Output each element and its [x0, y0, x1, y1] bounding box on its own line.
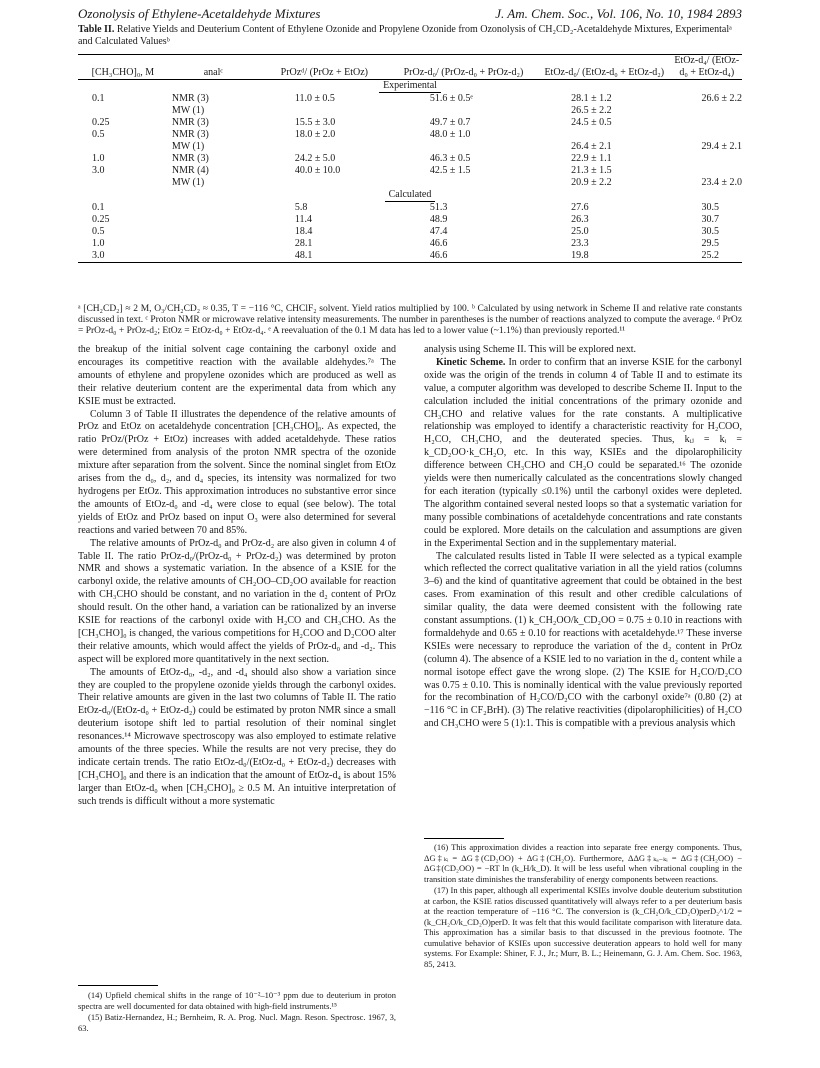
table-cell: 48.0 ± 1.0	[429, 129, 471, 140]
table-row	[78, 117, 742, 129]
table-cell: 0.1	[92, 202, 105, 213]
table-caption-text: Relative Yields and Deuterium Content of Ethylene Ozonide and Propylene Ozonide from Ozonolysis of CH₂CD₂-Acetaldehyde Mixtures, Experimentalᵃ and Calculated Valuesᵇ	[78, 24, 732, 47]
table-cell: MW (1)	[171, 177, 205, 188]
journal-citation: J. Am. Chem. Soc., Vol. 106, No. 10, 1984 2893	[495, 6, 742, 21]
table-cell: 47.4	[429, 226, 448, 237]
table-cell: 30.7	[701, 214, 719, 225]
table-cell	[672, 117, 743, 129]
table-cell	[168, 202, 259, 214]
table-cell	[537, 129, 671, 141]
table-cell: 21.3 ± 1.5	[571, 165, 612, 176]
table-cell: 22.9 ± 1.1	[571, 153, 612, 164]
table-cell: 29.4 ± 2.1	[701, 141, 742, 152]
paragraph-text: In order to confirm that an inverse KSIE for the carbonyl oxide was the origin of the trends in column 4 of Table II and to estimate its value, a computer algorithm was developed to describe Scheme II. Input to the calculation included the initial concentrations of the primary ozonide and CH₃CHO and relative values for the rate constants. A multiplicative relationship was employed to identify a characteristic reactivity for H₂COO, H₂CO, CH₃CHO, and the deuterated species. Thus, kᵢⱼ = kᵢ = k_CD₂OO·k_CH₂O, etc. In this way, KSIEs and the dipolarophilicity difference between CH₃CHO and CH₂O could be separated.¹⁶ The ozonide yields were then numerically calculated as the concentrations slowly changed for each iteration (typically ≤0.1%) until the carbonyl oxides were depleted. The algorithm contained several nested loops so that a systematic variation for many possible combinations of acetaldehyde concentrations and rate constants could be explored. More details on the calculation and assumptions are given in the Experimental Section and in the supplementary material.	[424, 356, 742, 549]
table-row	[78, 165, 742, 177]
table-cell	[672, 165, 743, 177]
table-cell	[672, 129, 743, 141]
right-column	[424, 344, 742, 731]
table-cell: 25.2	[672, 250, 743, 263]
table-cell: 26.5 ± 2.2	[571, 105, 612, 116]
experimental-section	[78, 80, 742, 190]
table-cell: 3.0	[78, 250, 168, 263]
table-cell	[259, 141, 390, 153]
table-cell: 11.0 ± 0.5	[294, 93, 335, 104]
col-header-proz-d0: PrOz-d₀/ (PrOz-d₀ + PrOz-d₂)	[390, 55, 537, 80]
table-cell: 48.9	[429, 214, 448, 225]
table-cell: 42.5 ± 1.5	[429, 165, 471, 176]
table-cell: 26.6 ± 2.2	[701, 93, 742, 104]
table-cell: 3.0	[92, 165, 105, 176]
paragraph: the breakup of the initial solvent cage containing the carbonyl oxide and encourages its competitive reaction with the available aldehydes.⁷ᵃ The amounts of ethylene and propylene ozonides which are produced as well as their relative deuterium content are the experimental data from which any KSIE must be extracted.	[78, 344, 396, 407]
left-column	[78, 344, 396, 809]
section-label-calculated: Calculated	[385, 189, 436, 202]
table-footnotes: ᵃ [CH₂CD₂] ≈ 2 M, O₃/CH₂CD₂ ≈ 0.35, T = −116 °C, CHClF₂ solvent. Yield ratios multiplied by 100. ᵇ Calculated by using network in Scheme II and relative rate constants discussed in text. ᶜ Proton NMR or microwave relative intensity measurements. The number in parentheses is the number of reactions analyzed to compute the average. ᵈ PrOz = PrOz-d₀ + PrOz-d₂; EtOz = EtOz-d₀ + EtOz-d₄. ᵉ A reevaluation of the 0.1 M data has led to a lower value (~1.1%) than previously reported.¹¹	[78, 304, 742, 336]
table-label: Table II.	[78, 24, 115, 35]
table-cell: 0.25	[92, 214, 110, 225]
table-cell: MW (1)	[171, 105, 205, 116]
table-row	[78, 177, 742, 189]
table-cell	[78, 177, 168, 189]
paragraph: The amounts of EtOz-d₀, -d₂, and -d₄ should also show a variation since they are coupled to the propylene ozonide yields through the carbonyl oxides. Their relative amounts are given in the last two columns of Table II. The ratio EtOz-d₀/(EtOz-d₀ + EtOz-d₂) could be estimated by proton NMR since a small deuterium isotope shift led to partial resolution of their nominal singlet resonances.¹⁴ Microwave spectroscopy was also employed to estimate relative amounts of the three species. While the results are not very precise, they do indicate certain trends. The ratio EtOz-d₀/(EtOz-d₀ + EtOz-d₂) decreases with [CH₃CHO]₀ and there is an indication that the amount of EtOz-d₄ is about 15% larger than EtOz-d₀ when [CH₃CHO]₀ ≥ 0.5 M. An intuitive interpretation of such trends is difficult without a more systematic	[78, 666, 396, 807]
section-label-experimental: Experimental	[379, 80, 441, 93]
table-cell	[168, 226, 259, 238]
table-cell	[168, 250, 259, 263]
footnote-rule	[78, 985, 158, 986]
table-cell: 18.4	[294, 226, 313, 237]
running-header	[78, 6, 742, 22]
table-cell: 0.5	[92, 226, 105, 237]
table-cell: 46.6	[390, 250, 537, 263]
reference-17: (17) In this paper, although all experimental KSIEs involve double deuterium substitution at carbon, the KSIE ratios discussed quantitatively will always refer to a per deuterium basis at the reaction temperature of −116 °C. The conversion is (k_CH₂O/k_CD₂O)perD₂^1/2 = (k_CH₂O/k_CD₂O)perD. It was felt that this would facilitate comparison with literature data. This approximation has a similar basis to that discussed in the previous footnote. The cumulative behavior of KSIEs upon successive deuteration appears to hold well for many systems. For Example: Shiner, F. J., Jr.; Murr, B. L.; Heinemann, G. J. Am. Chem. Soc. 1963, 85, 2413.	[424, 885, 742, 969]
table-row	[78, 214, 742, 226]
right-footnotes	[424, 842, 742, 970]
table-cell: 51.3	[429, 202, 448, 213]
table-cell: 11.4	[294, 214, 312, 225]
table-cell	[259, 177, 390, 189]
table-cell: 18.0 ± 2.0	[294, 129, 336, 140]
reference-14: (14) Upfield chemical shifts in the range of 10⁻²–10⁻³ ppm due to deuterium in proton spectra are well documented for data obtained with high-field instruments.¹⁵	[78, 990, 396, 1011]
table-row	[78, 105, 742, 117]
table-cell: NMR (3)	[171, 93, 209, 104]
section-heading-kinetic-scheme: Kinetic Scheme.	[436, 356, 506, 368]
table-cell: 23.3	[571, 238, 589, 249]
footnote-rule	[424, 838, 504, 839]
table-cell	[672, 105, 743, 117]
table-cell	[390, 177, 537, 189]
table-row	[78, 250, 742, 263]
table-cell: 29.5	[701, 238, 719, 249]
table-cell: NMR (3)	[171, 117, 209, 128]
table-cell: NMR (3)	[171, 129, 209, 140]
table-cell: 25.0	[571, 226, 589, 237]
table-cell: 1.0	[92, 153, 105, 164]
table-cell: 28.1	[294, 238, 313, 249]
table-cell: NMR (3)	[171, 153, 209, 164]
table-row	[78, 202, 742, 214]
table-cell: 40.0 ± 10.0	[294, 165, 341, 176]
paragraph: The calculated results listed in Table II were selected as a typical example which reflected the correct qualitative variation in all the yield ratios (columns 3–6) and the kind of quantitative agreement that could be obtained in the best cases. From examination of this result and other credible calculations of similar quality, the data were deemed consistent with the following rate constant assumptions. (1) k_CH₂OO/k_CD₂OO = 0.75 ± 0.10 in reactions with formaldehyde and 0.65 ± 0.10 for reactions with acetaldehyde.¹⁷ These inverse KSIEs were necessary to reproduce the variation of the d₂ content in PrOz (column 4). The absence of a KSIE led to no variation in the d₂ content while a normal isotope effect gave the wrong slope. (2) The KSIE for H₂CO/D₂CO was 0.75 ± 0.10. This is nominally identical with the value previously reported for the recombination of H₂CO/D₂CO with the carbonyl oxide⁷ᵃ (0.80 (2) at −116 °C in CF₂BrH). (3) The relative reactivities (dipolarophilicities) of H₂CO and CH₃CHO were 5 (1):1. This is compatible with a previous analysis which	[424, 550, 742, 730]
col-header-anal: analᶜ	[168, 55, 259, 80]
table-cell: 27.6	[571, 202, 589, 213]
col-header-proz-ratio: PrOzᵈ/ (PrOz + EtOz)	[259, 55, 390, 80]
table-caption	[78, 24, 742, 48]
paragraph-kinetic	[424, 357, 742, 551]
table-cell: 24.5 ± 0.5	[571, 117, 612, 128]
table-cell: 15.5 ± 3.0	[294, 117, 336, 128]
table-cell: 26.3	[571, 214, 589, 225]
table-cell	[390, 105, 537, 117]
table-cell: 1.0	[92, 238, 105, 249]
table-cell	[259, 105, 390, 117]
table-row	[78, 238, 742, 250]
table-cell: 30.5	[701, 202, 719, 213]
table-row	[78, 129, 742, 141]
table-cell: MW (1)	[171, 141, 205, 152]
table-row	[78, 153, 742, 165]
running-title: Ozonolysis of Ethylene-Acetaldehyde Mixtures	[78, 6, 321, 21]
table-cell: 23.4 ± 2.0	[701, 177, 742, 188]
table-cell: 46.3 ± 0.5	[429, 153, 471, 164]
table-cell: 24.2 ± 5.0	[294, 153, 336, 164]
table-cell	[168, 238, 259, 250]
table-cell: 19.8	[537, 250, 671, 263]
paragraph: analysis using Scheme II. This will be explored next.	[424, 344, 636, 355]
table-cell: 46.6	[429, 238, 448, 249]
table-cell	[672, 153, 743, 165]
table-cell: 30.5	[701, 226, 719, 237]
table-cell: 26.4 ± 2.1	[571, 141, 612, 152]
table-cell	[78, 141, 168, 153]
table-cell: 0.1	[92, 93, 105, 104]
reference-15: (15) Batiz-Hernandez, H.; Bernheim, R. A. Prog. Nucl. Magn. Reson. Spectrosc. 1967, 3, 63.	[78, 1012, 396, 1033]
table-cell: NMR (4)	[171, 165, 209, 176]
paragraph: The relative amounts of PrOz-d₀ and PrOz-d₂ are also given in column 4 of Table II. The ratio PrOz-d₀/(PrOz-d₀ + PrOz-d₂) was determined by proton NMR and shows a systematic variation. In the absence of a KSIE for the carbonyl oxide, the relative amounts of CH₂OO–CD₂OO available for reaction with CH₃CHO should be constant, and no variation in the d₂ content of PrOz should result. On the other hand, a variation can be rationalized by an inverse KSIE for reactions of the carbonyl oxide with H₂CO and CH₃CHO. As the [CH₃CHO]₀ is changed, the various competitions for H₂COO and D₂COO alter their relative amounts, which would affect the yields of PrOz-d₀ and -d₂. This aspect will be explored more quantitatively in the next section.	[78, 537, 396, 665]
data-table	[78, 54, 742, 263]
table-cell: 28.1 ± 1.2	[571, 93, 612, 104]
table-cell: 51.6 ± 0.5ᵉ	[429, 93, 473, 104]
table-cell: 49.7 ± 0.7	[429, 117, 471, 128]
table-cell: 20.9 ± 2.2	[571, 177, 612, 188]
table-cell: 5.8	[294, 202, 308, 213]
table-row	[78, 141, 742, 153]
table-cell	[168, 214, 259, 226]
calculated-section	[78, 189, 742, 263]
paragraph: Column 3 of Table II illustrates the dependence of the relative amounts of PrOz and EtOz on acetaldehyde concentration [CH₃CHO]₀. As expected, the ratio PrOz/(PrOz + EtOz) increases with added acetaldehyde. These ratios were determined from analysis of the proton NMR spectra of the ozonide mixture after separation from the solvent. Since the nominal singlet from EtOz arises from the d₀, d₂, and d₄ species, its intensity was normalized for two hydrogens per EtOz. This approximation introduces no substantive error since the amounts of EtOz-d₀ and -d₄ were close to equal (see below). The total yields of EtOz and PrOz based on input O₃ were also determined for several reactions and varied between 70 and 85%.	[78, 408, 396, 536]
col-header-conc: [CH₃CHO]₀, M	[78, 55, 168, 80]
reference-16: (16) This approximation divides a reaction into separate free energy components. Thus, ΔG‡ₖᵢ = ΔG‡(CD₂OO) + ΔG‡(CH₂O). Furthermore, ΔΔG‡ₖₐ₋ₖᵢ = ΔG‡(CH₂OO) − ΔG‡(CD₂OO) = −RT ln (k_H/k_D). It will be less useful when vibrational coupling in the transition state diminishes the transferability of energy components between reactions.	[424, 842, 742, 884]
left-footnotes	[78, 990, 396, 1034]
table-cell: 0.25	[92, 117, 110, 128]
table-cell	[78, 105, 168, 117]
table-cell: 48.1	[259, 250, 390, 263]
table-cell	[390, 141, 537, 153]
table-cell: 0.5	[92, 129, 105, 140]
col-header-etoz-d0: EtOz-d₀/ (EtOz-d₀ + EtOz-d₂)	[537, 55, 671, 80]
col-header-etoz-d4: EtOz-d₄/ (EtOz-d₀ + EtOz-d₄)	[672, 55, 743, 80]
table-row	[78, 93, 742, 105]
table-row	[78, 226, 742, 238]
